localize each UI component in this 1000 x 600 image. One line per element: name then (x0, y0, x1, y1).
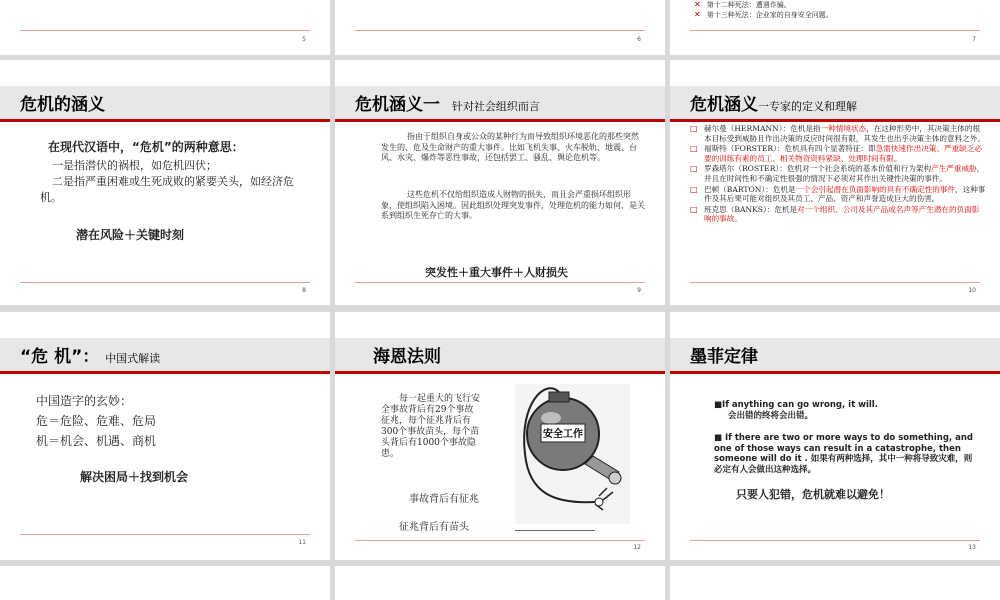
page-number: 8 (302, 287, 306, 294)
divider (515, 530, 595, 531)
slide-title (20, 342, 160, 367)
meaning-line-1: 一是指潜伏的祸根，如危机四伏； (52, 159, 217, 172)
list-item: □ 罗森塔尔（ROSTER）：危机对一个社会系统的基本价值和行为架构产生严重威胁，并且在时间性和不确定性很强的情况下必须对其作出关键性决策的事件。 (690, 164, 985, 183)
square-bullet-icon: ■ (714, 433, 723, 443)
slide-title (355, 90, 540, 115)
ji-meaning: 机＝机会、机遇、商机 (36, 434, 157, 448)
rule-english: If there are two or more ways to do something, and one of those ways can result in a catastrophe, then someone will do it . (714, 433, 973, 464)
slide-conclusion: 只要人犯错，危机就难以避免！ (736, 488, 890, 501)
list-item: 第十二种死法：遭遇诈骗。 (706, 1, 791, 9)
slide-subtitle: 中国式解读 (105, 352, 161, 365)
slide-6[interactable] (335, 0, 665, 55)
murphy-rule-2 (714, 433, 976, 475)
footer-line (20, 282, 310, 283)
page-number: 12 (633, 544, 641, 551)
slide-15[interactable] (335, 566, 665, 600)
wei-meaning: 危＝危险、危难、危局 (36, 414, 157, 428)
square-bullet-icon: □ (690, 204, 698, 214)
slide-16[interactable] (670, 566, 1000, 600)
page-number: 5 (302, 36, 306, 43)
list-item: 第十三种死法：企业家的自身安全问题。 (706, 11, 833, 19)
slide-header (335, 338, 665, 374)
square-bullet-icon: □ (690, 184, 698, 194)
chain-line-1: 事故背后有征兆 (409, 494, 479, 505)
slide-title (690, 90, 857, 115)
slide-header (335, 86, 665, 122)
footer-line (355, 540, 645, 541)
slide-12[interactable] (335, 312, 665, 560)
meaning-line-2: 二是指严重困难或生死成败的紧要关头，如经济危机。 (40, 175, 294, 204)
rule-english: If anything can go wrong, it will. (722, 400, 878, 410)
bomb-label: 安全工作 (543, 429, 583, 440)
page-number: 11 (298, 539, 306, 546)
square-bullet-icon: □ (690, 164, 698, 174)
footer-line (690, 540, 980, 541)
definition-paragraph-2: 这些危机不仅给组织造成人财物的损失，而且会严重损坏组织形象，使组织陷入困境。因此组织处理突发事件，处理危机的能力如何，是关系到组织生死存亡的大事。 (381, 190, 645, 220)
footer-line (690, 282, 980, 283)
slide-10[interactable] (670, 60, 1000, 305)
slide-8[interactable] (0, 60, 330, 305)
list-item: □ 班克思（BANKS）：危机是对一个组织、公司及其产品或名声等产生潜在的负面影响的事故。 (690, 204, 980, 224)
slide-14[interactable] (0, 566, 330, 600)
slide-7[interactable] (670, 0, 1000, 55)
slide-5[interactable] (0, 0, 330, 55)
slide-subtitle: 针对社会组织而言 (451, 100, 540, 113)
page-number: 9 (637, 287, 641, 294)
title-text: 危机涵义 (690, 95, 758, 115)
square-bullet-icon: ■ (714, 400, 723, 410)
slide-heading: 在现代汉语中，“危机”的两种意思： (48, 140, 244, 154)
slide-conclusion: 潜在风险＋关键时刻 (76, 228, 185, 242)
slide-title: 危机的涵义 (20, 95, 105, 115)
list-item: □ 赫尔曼（HERMANN）：危机是指一种情境状态，在这种形势中，其决策主体的根本目标受到威胁且作出决策的反应时间很有限，其发生也出乎决策主体的意料之外。 (690, 124, 985, 143)
slide-header (670, 338, 1000, 374)
slide-header (0, 338, 330, 374)
page-number: 10 (968, 287, 976, 294)
title-text: “危 机”： (20, 347, 100, 367)
slide-7-text (694, 0, 833, 20)
slide-conclusion: 解决困局＋找到机会 (80, 470, 189, 484)
footer-line (690, 30, 980, 31)
expert-definitions-list (690, 124, 986, 225)
title-text: 危机涵义一 (355, 95, 440, 115)
slide-title: 海恩法则 (373, 347, 441, 367)
x-bullet-icon: ✕ (694, 0, 701, 9)
footer-line (355, 282, 645, 283)
slide-subtitle: 一专家的定义和理解 (758, 100, 857, 113)
rule-chinese: 会出错的终将会出错。 (728, 411, 814, 421)
heinrich-paragraph: 每一起重大的飞行安全事故背后有29个事故征兆，每个征兆背后有300个事故苗头，每个苗头背后有1000个事故隐患。 (381, 394, 481, 459)
intro-line: 中国造字的玄妙： (36, 394, 133, 408)
page-number: 13 (968, 544, 976, 551)
list-item: □ 巴顿（BARTON）：危机是一个会引起潜在负面影响的具有不确定性的事件，这种事件及其后果可能对组织及其员工、产品、资产和声誉造成巨大的伤害。 (690, 184, 986, 204)
murphy-rule-1 (714, 400, 974, 422)
slide-conclusion: 突发性＋重大事件＋人财损失 (425, 266, 568, 279)
slide-9[interactable] (335, 60, 665, 305)
slide-title: 墨菲定律 (690, 347, 758, 367)
page-number: 7 (972, 36, 976, 43)
square-bullet-icon: □ (690, 124, 698, 133)
slide-header (670, 86, 1000, 122)
slide-header (0, 86, 330, 122)
slide-11[interactable] (0, 312, 330, 560)
definition-paragraph-1: 指由于组织自身或公众的某种行为而导致组织环境恶化的那些突然发生的、危及生命财产的重大事件。比如飞机失事、火车脱轨、地震、台风、水灾、爆炸等恶性事故，还包括罢工、骚乱、舆论危机等。 (381, 132, 639, 162)
page-number: 6 (637, 36, 641, 43)
footer-line (20, 30, 310, 31)
footer-line (20, 534, 310, 535)
footer-line (355, 30, 645, 31)
bomb-cartoon-image (515, 384, 630, 524)
list-item: □ 福斯特（FORSTER）：危机具有四个显著特征：即急需快速作出决策、严重缺乏必要的训练有素的员工、相关物资资料紧缺、处理时间有限。 (690, 144, 982, 163)
slide-13[interactable] (670, 312, 1000, 560)
x-bullet-icon: ✕ (694, 10, 701, 19)
rule-chinese: 如果有两种选择，其中一种将导致灾难，则必定有人会做出这种选择。 (714, 454, 973, 475)
square-bullet-icon: □ (690, 144, 698, 154)
chain-line-2: 征兆背后有苗头 (399, 522, 469, 533)
